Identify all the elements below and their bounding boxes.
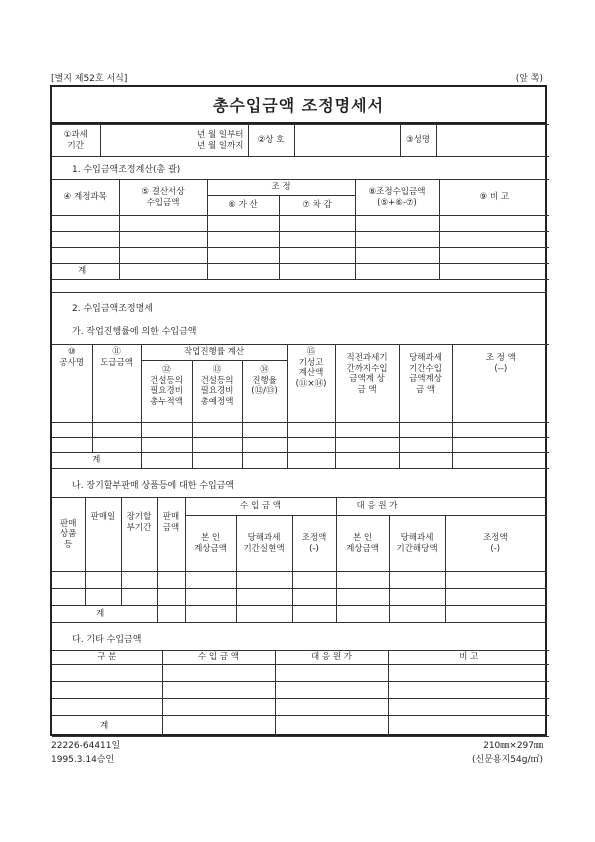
installment-table [52, 497, 545, 623]
col-installment-period: 장기할 부기간 [121, 498, 157, 572]
total-row[interactable] [52, 716, 549, 737]
section-2-sub-da: 다. 기타 수입금액 [72, 635, 142, 645]
section-2-sub-ga: 가. 작업진행률에 의한 수입금액 [72, 327, 197, 337]
col-cumulative-cost: ⑫ 건설등의 필요경비 총누적액 [141, 361, 192, 423]
col-sale-amount: 판매 금액 [157, 498, 185, 572]
col-planned-cost: ⑬ 건설등의 필요경비 총예정액 [192, 361, 242, 423]
total-label: 계 [52, 716, 162, 737]
table-row[interactable] [52, 216, 549, 232]
col-adjusted-income: ⑧조정수입금액 (⑤+⑥-⑦) [355, 180, 439, 216]
col-contract-amount: ⑪ 도급금액 [92, 345, 141, 423]
approval-date: 1995.3.14승인 [51, 755, 115, 765]
total-row[interactable] [52, 606, 545, 623]
info-table [52, 124, 549, 157]
table-row[interactable] [52, 438, 549, 453]
section-1-heading: 1. 수입금액조정계산(총 괄) [72, 165, 181, 175]
table-row[interactable] [52, 699, 549, 716]
form-number: [별지 제52호 서식] [51, 74, 128, 84]
col-income-group: 수 입 금 액 [185, 498, 336, 516]
col-period-cost: 당해과세 기간해당액 [389, 516, 445, 572]
col-own-income: 본 인 계상금액 [185, 516, 236, 572]
page-side-label: (앞 쪽) [515, 74, 543, 84]
col-settlement-income: ⑤ 결산서상 수입금액 [119, 180, 207, 216]
table-row[interactable] [52, 665, 549, 682]
period-dates[interactable]: 년 월 일부터 년 월 일까지 [100, 125, 248, 157]
trade-name-field[interactable] [294, 125, 400, 157]
col-realized: 당해과세 기간실현액 [236, 516, 292, 572]
trade-name-label: ②상 호 [248, 125, 294, 157]
col-sale-date: 판매일 [85, 498, 121, 572]
total-label: 계 [52, 453, 141, 469]
table-row[interactable] [52, 232, 549, 248]
col-adjust-amount: 조 정 액 (--) [452, 345, 549, 423]
total-row[interactable] [52, 264, 549, 280]
col-income-adjust: 조정액 (-) [292, 516, 336, 572]
table-row[interactable] [52, 248, 549, 264]
paper-size: 210㎜×297㎜ [483, 741, 543, 751]
col-sale-goods: 판매 상품 등 [52, 498, 85, 572]
section-1-table [52, 179, 549, 280]
table-row[interactable] [52, 589, 545, 606]
paper-type: (신문용지54g/㎡) [472, 755, 543, 765]
table-row[interactable] [52, 682, 549, 699]
col-income: 수 입 금 액 [162, 651, 275, 665]
table-row[interactable] [52, 572, 545, 589]
col-cost-group: 대 응 원 가 [336, 498, 545, 516]
col-prior-income: 직전과세기 간까지수입 금액계 상 금 액 [335, 345, 399, 423]
total-label: 계 [52, 264, 119, 280]
form-frame [50, 85, 547, 736]
col-cost: 대 응 원 가 [275, 651, 388, 665]
col-own-cost: 본 인 계상금액 [336, 516, 389, 572]
col-adjustment: 조 정 [207, 180, 355, 196]
footer-right [472, 739, 543, 767]
col-add: ⑥ 가 산 [207, 196, 279, 216]
section-2-sub-na: 나. 장기할부판매 상품등에 대한 수입금액 [72, 481, 235, 491]
other-income-table [52, 650, 549, 737]
col-cost-adjust: 조정액 (-) [445, 516, 545, 572]
col-category: 구 분 [52, 651, 162, 665]
col-subtract: ⑦ 차 감 [279, 196, 355, 216]
form-code: 22226-64411일 [51, 741, 121, 751]
name-label: ③성명 [400, 125, 436, 157]
col-note: ⑨ 비 고 [439, 180, 549, 216]
period-label: ①과세 기간 [52, 125, 100, 157]
name-field[interactable] [436, 125, 549, 157]
col-note: 비 고 [388, 651, 549, 665]
col-current-income: 당해과세 기간수입 금액계상 금 액 [399, 345, 452, 423]
total-label: 계 [52, 606, 157, 623]
progress-table [52, 344, 549, 469]
col-completed-amount: ⑮ 기성고 계산액 (⑪×⑭) [287, 345, 335, 423]
total-row[interactable] [52, 453, 549, 469]
form-title: 총수입금액 조정명세서 [52, 87, 545, 124]
footer-left [51, 739, 120, 767]
col-account: ④ 계정과목 [52, 180, 119, 216]
col-project-name: ⑩ 공사명 [52, 345, 92, 423]
table-row[interactable] [52, 423, 549, 438]
section-2-heading: 2. 수입금액조정명세 [72, 304, 154, 314]
col-progress-rate: ⑭ 진행율 (⑫/⑬) [242, 361, 287, 423]
col-progress-calc: 작업진행률 계산 [141, 345, 287, 361]
